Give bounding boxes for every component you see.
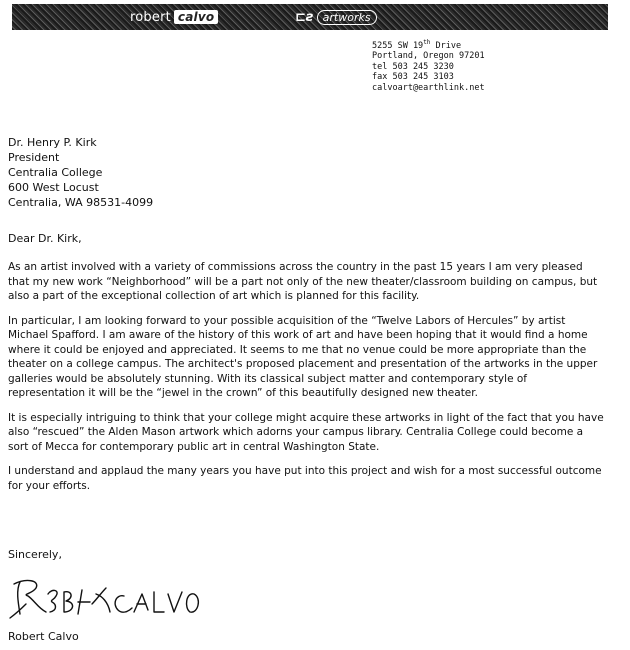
artworks-logo-icon: ⊏ƨ bbox=[295, 9, 314, 25]
recipient-title: President bbox=[8, 151, 60, 164]
letterhead-banner bbox=[12, 4, 608, 30]
body-paragraph: It is especially intriguing to think that your college might acquire these artworks in light of the fact that you have also “rescued” the Alden Mason artwork which adorns your campus library. Centralia College could become a sort of Mecca for contemporary public art in central Washington State. bbox=[8, 411, 604, 453]
recipient-block bbox=[8, 135, 153, 210]
letterhead-first-name: robert bbox=[130, 9, 171, 25]
artworks-logo-text: artworks bbox=[317, 10, 377, 25]
salutation: Dear Dr. Kirk, bbox=[8, 232, 82, 245]
sender-street: 5255 SW 19th Drive bbox=[372, 39, 462, 51]
sender-email: calvoart@earthlink.net bbox=[372, 82, 485, 93]
sender-tel: tel 503 245 3230 bbox=[372, 61, 454, 72]
sender-address bbox=[372, 38, 485, 93]
sender-city: Portland, Oregon 97201 bbox=[372, 51, 485, 62]
sender-fax: fax 503 245 3103 bbox=[372, 72, 454, 83]
signature bbox=[6, 574, 206, 624]
recipient-org: Centralia College bbox=[8, 166, 103, 179]
letter-body bbox=[8, 260, 604, 503]
body-paragraph: As an artist involved with a variety of commissions across the country in the past 15 years I am very pleased that my new work “Neighborhood” will be a part not only of the new theater/classroom building on campus, but also a part of the exceptional collection of art which is planned for this facility. bbox=[8, 261, 598, 302]
artworks-logo bbox=[295, 9, 377, 25]
recipient-street: 600 West Locust bbox=[8, 181, 99, 194]
recipient-name: Dr. Henry P. Kirk bbox=[8, 136, 97, 149]
body-paragraph: I understand and applaud the many years you have put into this project and wish for a most successful outcome for your efforts. bbox=[8, 465, 602, 492]
recipient-city: Centralia, WA 98531-4099 bbox=[8, 196, 154, 209]
closing: Sincerely, bbox=[8, 548, 62, 561]
letterhead-name bbox=[130, 8, 218, 26]
signer-name: Robert Calvo bbox=[8, 630, 79, 643]
letterhead-last-name: calvo bbox=[174, 10, 218, 24]
body-paragraph: In particular, I am looking forward to your possible acquisition of the “Twelve Labors of Hercules” by artist Michael Spafford. I am aware of the history of this work of art and have been hoping that it would find a home where it could be enjoyed and appreciated. It seems to me that no venue could be more appropriate than the theater on a college campus. The architect's proposed placement and presentation of the artworks in the upper galleries would be absolutely stunning. With its classical subject matter and contemporary style of representation it will be the “jewel in the crown” of this beautifully designed new theater. bbox=[8, 314, 598, 399]
